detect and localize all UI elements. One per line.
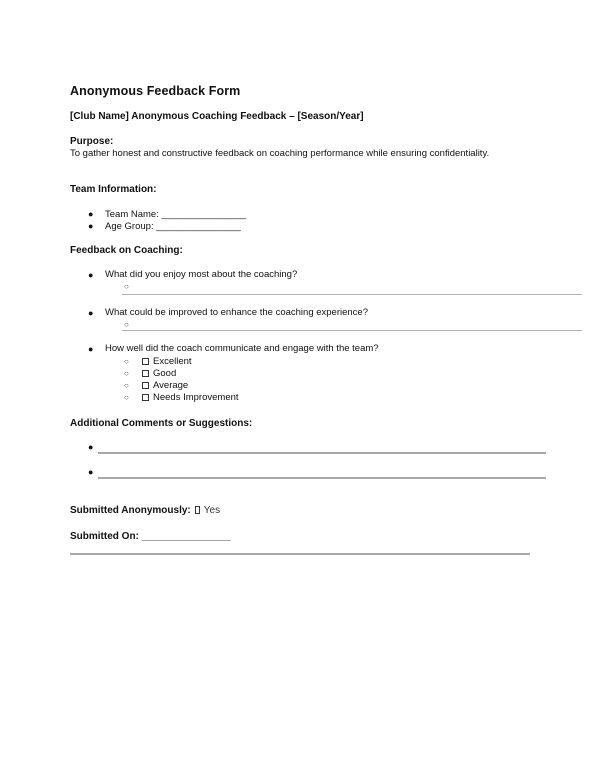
bullet-icon: ●	[88, 270, 94, 280]
purpose-text: To gather honest and constructive feedback on coaching performance while ensuring confidentiality.	[70, 148, 490, 159]
option-good[interactable]: Good	[142, 368, 176, 379]
submitted-on-field[interactable]: Submitted On: ________________	[70, 531, 231, 542]
option-average[interactable]: Average	[142, 380, 188, 391]
bullet-icon: ●	[88, 221, 94, 231]
question-enjoy: What did you enjoy most about the coaching?	[105, 269, 298, 280]
circle-bullet-icon: ○	[124, 393, 129, 402]
question-improve: What could be improved to enhance the coaching experience?	[105, 307, 369, 318]
age-group-field[interactable]: Age Group: ________________	[105, 221, 241, 232]
circle-bullet-icon: ○	[124, 282, 129, 291]
option-needs-improvement[interactable]: Needs Improvement	[142, 392, 239, 403]
checkbox-icon[interactable]	[142, 394, 149, 401]
feedback-heading: Feedback on Coaching:	[70, 245, 183, 256]
checkbox-icon[interactable]	[142, 358, 149, 365]
checkbox-icon[interactable]	[195, 506, 200, 514]
circle-bullet-icon: ○	[124, 357, 129, 366]
comment-line-2[interactable]	[98, 477, 546, 479]
submitted-anonymously-value: Yes	[203, 505, 221, 516]
team-info-heading: Team Information:	[70, 184, 157, 195]
submitted-anonymously: Submitted Anonymously: Yes	[70, 505, 221, 516]
answer-line-improve[interactable]	[122, 330, 582, 331]
bullet-icon: ●	[88, 442, 94, 452]
answer-line-enjoy[interactable]	[122, 294, 582, 295]
bullet-icon: ●	[88, 467, 94, 477]
circle-bullet-icon: ○	[124, 320, 129, 329]
option-excellent[interactable]: Excellent	[142, 356, 192, 367]
circle-bullet-icon: ○	[124, 369, 129, 378]
comment-line-1[interactable]	[98, 452, 546, 454]
form-title: Anonymous Feedback Form	[70, 84, 241, 98]
purpose-heading: Purpose:	[70, 136, 114, 147]
team-name-field[interactable]: Team Name: ________________	[105, 209, 247, 220]
circle-bullet-icon: ○	[124, 381, 129, 390]
bullet-icon: ●	[88, 308, 94, 318]
bullet-icon: ●	[88, 209, 94, 219]
bullet-icon: ●	[88, 344, 94, 354]
checkbox-icon[interactable]	[142, 370, 149, 377]
footer-divider	[70, 553, 530, 555]
form-subtitle: [Club Name] Anonymous Coaching Feedback – [Season/Year]	[70, 111, 364, 122]
checkbox-icon[interactable]	[142, 382, 149, 389]
comments-heading: Additional Comments or Suggestions:	[70, 418, 253, 429]
question-communicate: How well did the coach communicate and engage with the team?	[105, 343, 379, 354]
